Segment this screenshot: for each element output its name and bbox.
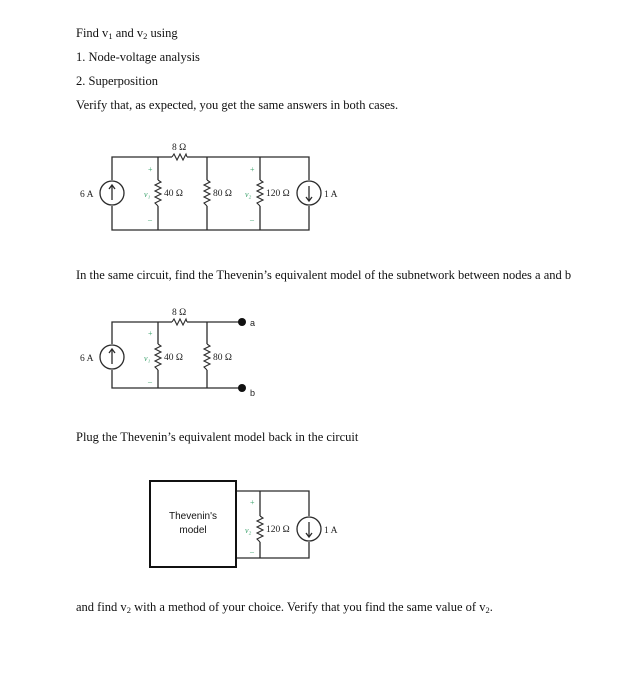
resistor-8ohm [172, 154, 187, 160]
v1-plus: + [148, 165, 153, 174]
v2-label: v₂ [245, 190, 252, 199]
resistor-80ohm [204, 180, 210, 206]
node-a-terminal [238, 318, 246, 326]
label-r2: 80 Ω [213, 189, 232, 199]
resistor-8ohm [172, 319, 187, 325]
resistor-120ohm [257, 516, 263, 542]
node-b-terminal [238, 384, 246, 392]
label-r1: 40 Ω [164, 189, 183, 199]
method-item-2: 2. Superposition [76, 74, 158, 88]
label-r2: 80 Ω [213, 353, 232, 363]
label-r-series: 8 Ω [172, 308, 187, 318]
label-r-series: 8 Ω [172, 143, 187, 153]
v1-minus: – [148, 377, 152, 386]
method-item-1: 1. Node-voltage analysis [76, 50, 200, 64]
v2-label: v₂ [245, 526, 252, 535]
label-1a: 1 A [324, 526, 338, 536]
plug-back-instruction: Plug the Thevenin’s equivalent model back in the circuit [76, 430, 359, 444]
circuit-diagram-2 [0, 302, 631, 402]
circuit-diagram-3 [0, 480, 631, 580]
model-line-2: model [179, 525, 207, 536]
label-r1: 40 Ω [164, 353, 183, 363]
problem-title: Find $v_1$ and $v_2$ using [76, 26, 178, 41]
label-1a: 1 A [324, 190, 338, 200]
v1-label: v₁ [144, 354, 151, 363]
node-b-label: b [250, 388, 256, 398]
label-6a: 6 A [80, 190, 94, 200]
resistor-40ohm [155, 180, 161, 206]
thevenin-task: In the same circuit, find the Thevenin’s equivalent model of the subnetwork between nodes a and b [76, 268, 572, 282]
circuit-diagram-1 [0, 140, 631, 240]
label-6a: 6 A [80, 354, 94, 364]
v1-plus: + [148, 329, 153, 338]
resistor-80ohm [204, 344, 210, 370]
model-line-1: Thevenin's [168, 511, 218, 522]
label-r3: 120 Ω [266, 189, 290, 199]
label-r3: 120 Ω [266, 525, 290, 535]
v1-minus: – [148, 215, 152, 224]
resistor-120ohm [257, 180, 263, 206]
v2-minus: – [250, 215, 254, 224]
thevenin-model-box [149, 480, 237, 568]
v2-minus: – [250, 547, 254, 556]
v1-label: v₁ [144, 190, 151, 199]
final-instruction: and find $v_2$ with a method of your choice. Verify that you find the same value of $v_2$. [76, 600, 493, 615]
verify-instruction: Verify that, as expected, you get the same answers in both cases. [76, 98, 399, 112]
resistor-40ohm [155, 344, 161, 370]
v2-plus: + [250, 165, 255, 174]
v2-plus: + [250, 498, 255, 507]
node-a-label: a [250, 318, 256, 328]
